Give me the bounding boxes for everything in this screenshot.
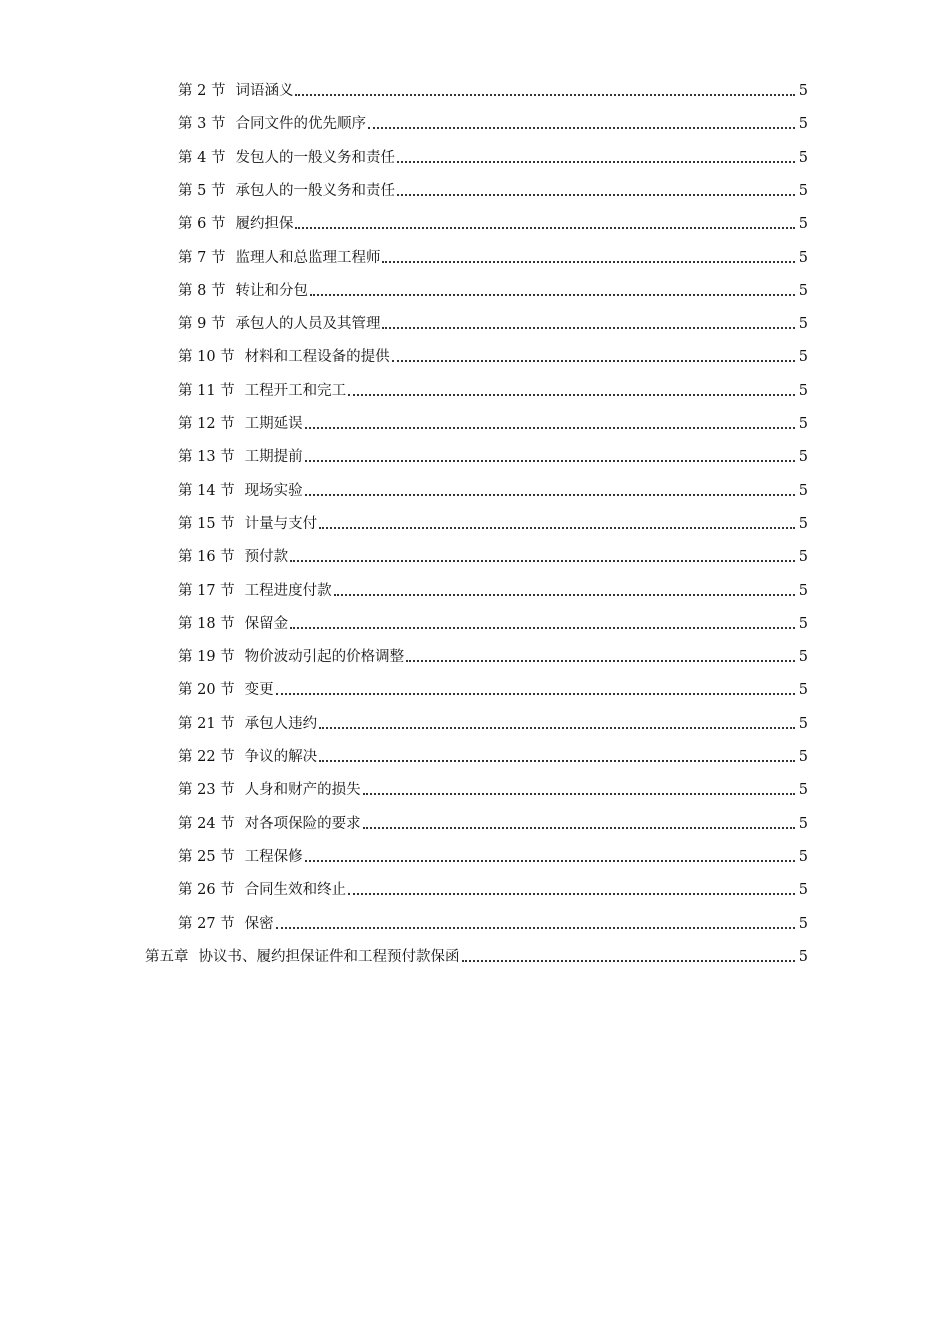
toc-section-entry[interactable]	[178, 411, 808, 437]
toc-entry-title: 转让和分包	[235, 282, 308, 299]
toc-page-number: 5	[798, 582, 808, 599]
toc-section-entry[interactable]	[178, 211, 808, 237]
toc-entry-number: 第 14 节	[178, 482, 235, 499]
toc-page-number: 5	[798, 316, 808, 333]
toc-dot-leader	[305, 494, 795, 496]
toc-dot-leader	[348, 893, 795, 895]
toc-entry-number: 第 27 节	[178, 915, 235, 932]
toc-page-number: 5	[798, 682, 808, 699]
toc-section-entry[interactable]	[178, 245, 808, 271]
toc-entry-title: 对各项保险的要求	[244, 815, 361, 832]
toc-entry-number: 第 8 节	[178, 282, 226, 299]
toc-page-number: 5	[798, 649, 808, 666]
toc-section-entry[interactable]	[178, 178, 808, 204]
toc-dot-leader	[363, 793, 795, 795]
toc-entry-title: 监理人和总监理工程师	[235, 249, 381, 266]
toc-entry-title: 工程保修	[244, 848, 303, 865]
toc-entry-title: 工程进度付款	[244, 582, 332, 599]
toc-page-number: 5	[798, 515, 808, 532]
toc-page-number: 5	[798, 282, 808, 299]
toc-page-number: 5	[798, 848, 808, 865]
toc-entry-title: 工期延误	[244, 416, 303, 432]
toc-dot-leader	[334, 594, 795, 596]
toc-entry-title: 承包人的人员及其管理	[235, 316, 381, 333]
toc-entry-number: 第 17 节	[178, 582, 235, 599]
toc-entry-number: 第 7 节	[178, 249, 226, 266]
toc-page-number: 5	[798, 149, 808, 166]
toc-dot-leader	[406, 660, 795, 662]
toc-section-entry[interactable]	[178, 877, 808, 903]
toc-entry-number: 第 3 节	[178, 116, 226, 133]
toc-dot-leader	[348, 394, 795, 396]
toc-dot-leader	[392, 360, 795, 362]
toc-dot-leader	[319, 727, 795, 729]
toc-page-number: 5	[798, 349, 808, 366]
toc-section-entry[interactable]	[178, 311, 808, 337]
toc-entry-title: 工期提前	[244, 449, 303, 466]
toc-page-number: 5	[798, 815, 808, 832]
toc-dot-leader	[310, 294, 795, 296]
toc-entry-number: 第 2 节	[178, 83, 226, 99]
toc-page-number: 5	[798, 915, 808, 932]
toc-section-entry[interactable]	[178, 777, 808, 803]
toc-entry-number: 第 20 节	[178, 682, 235, 699]
toc-entry-number: 第 15 节	[178, 515, 235, 532]
toc-entry-title: 承包人的一般义务和责任	[235, 182, 395, 199]
toc-dot-leader	[276, 693, 795, 695]
toc-dot-leader	[319, 527, 795, 529]
toc-entry-number: 第 12 节	[178, 416, 235, 432]
toc-page-number: 5	[798, 549, 808, 566]
toc-entry-number: 第 24 节	[178, 815, 235, 832]
toc-section-entry[interactable]	[178, 544, 808, 570]
toc-dot-leader	[397, 161, 795, 163]
toc-entry-title: 词语涵义	[235, 83, 294, 99]
toc-dot-leader	[305, 860, 795, 862]
toc-section-entry[interactable]	[178, 644, 808, 670]
toc-page-number: 5	[798, 216, 808, 233]
toc-entry-title: 人身和财产的损失	[244, 782, 361, 799]
toc-page-number: 5	[798, 382, 808, 399]
toc-page-number: 5	[798, 182, 808, 199]
toc-entry-title: 物价波动引起的价格调整	[244, 649, 405, 666]
toc-section-entry[interactable]	[178, 911, 808, 937]
toc-section-entry[interactable]	[178, 811, 808, 837]
toc-section-entry[interactable]	[178, 844, 808, 870]
toc-section-entry[interactable]	[178, 444, 808, 470]
toc-dot-leader	[382, 261, 795, 263]
toc-dot-leader	[382, 327, 795, 329]
toc-entry-title: 履约担保	[235, 216, 294, 233]
toc-entry-title: 承包人违约	[244, 715, 318, 732]
toc-page-number: 5	[798, 249, 808, 266]
toc-section-entry[interactable]	[178, 677, 808, 703]
toc-page-number: 5	[798, 882, 808, 899]
toc-page-number: 5	[798, 782, 808, 799]
toc-entry-title: 保密	[244, 915, 274, 932]
toc-entry-number: 第 18 节	[178, 615, 235, 632]
toc-section-entry[interactable]	[178, 511, 808, 537]
toc-section-entry[interactable]	[178, 78, 808, 104]
toc-entry-title: 合同生效和终止	[244, 882, 347, 899]
toc-section-entry[interactable]	[178, 111, 808, 137]
toc-dot-leader	[305, 460, 795, 462]
toc-dot-leader	[290, 627, 795, 629]
toc-entry-title: 发包人的一般义务和责任	[235, 149, 395, 166]
toc-section-entry[interactable]	[178, 744, 808, 770]
toc-entry-title: 计量与支付	[244, 515, 318, 532]
toc-entry-title: 工程开工和完工	[244, 382, 347, 399]
toc-entry-number: 第 4 节	[178, 149, 226, 166]
toc-page-number: 5	[798, 749, 808, 765]
toc-entry-number: 第 26 节	[178, 882, 235, 899]
toc-page-number: 5	[798, 83, 808, 99]
toc-dot-leader	[295, 227, 795, 229]
toc-page-number: 5	[798, 615, 808, 632]
toc-section-entry[interactable]	[178, 578, 808, 604]
toc-dot-leader	[290, 560, 795, 562]
toc-dot-leader	[295, 94, 795, 96]
toc-entry-title: 现场实验	[244, 482, 303, 499]
toc-entry-number: 第 23 节	[178, 782, 235, 799]
toc-entry-number: 第 5 节	[178, 182, 226, 199]
toc-section-entry[interactable]	[178, 711, 808, 737]
toc-page-number: 5	[798, 116, 808, 133]
toc-entry-title: 保留金	[244, 615, 289, 632]
toc-section-entry[interactable]	[178, 478, 808, 504]
toc-entry-number: 第 6 节	[178, 216, 226, 233]
toc-section-entry[interactable]	[178, 611, 808, 637]
toc-entry-title: 材料和工程设备的提供	[244, 349, 390, 366]
toc-chapter-entry[interactable]	[145, 944, 808, 970]
toc-entry-number: 第 25 节	[178, 848, 235, 865]
toc-entry-number: 第 9 节	[178, 316, 226, 333]
toc-entry-number: 第 13 节	[178, 449, 235, 466]
toc-dot-leader	[319, 760, 795, 762]
toc-page-number: 5	[798, 416, 808, 432]
toc-section-entry[interactable]	[178, 344, 808, 370]
toc-page-number: 5	[798, 482, 808, 499]
toc-entry-title: 争议的解决	[244, 749, 318, 765]
toc-section-entry[interactable]	[178, 378, 808, 404]
toc-entry-title: 预付款	[244, 549, 289, 566]
toc-dot-leader	[363, 827, 795, 829]
toc-page-number: 5	[798, 948, 808, 965]
toc-dot-leader	[276, 927, 795, 929]
toc-section-entry[interactable]	[178, 278, 808, 304]
toc-entry-title: 协议书、履约担保证件和工程预付款保函	[198, 948, 460, 965]
toc-entry-number: 第 11 节	[178, 382, 235, 399]
toc-page-number: 5	[798, 715, 808, 732]
toc-entry-number: 第五章	[145, 948, 189, 965]
toc-entry-number: 第 21 节	[178, 715, 235, 732]
toc-page-number: 5	[798, 449, 808, 466]
toc-dot-leader	[397, 194, 795, 196]
toc-dot-leader	[368, 127, 795, 129]
toc-entry-title: 合同文件的优先顺序	[235, 116, 366, 133]
toc-dot-leader	[305, 427, 795, 429]
toc-entry-number: 第 10 节	[178, 349, 235, 366]
toc-entry-number: 第 22 节	[178, 749, 235, 765]
toc-dot-leader	[462, 960, 796, 962]
toc-section-entry[interactable]	[178, 145, 808, 171]
toc-entry-title: 变更	[244, 682, 274, 699]
toc-entry-number: 第 19 节	[178, 649, 235, 666]
toc-entry-number: 第 16 节	[178, 549, 235, 566]
